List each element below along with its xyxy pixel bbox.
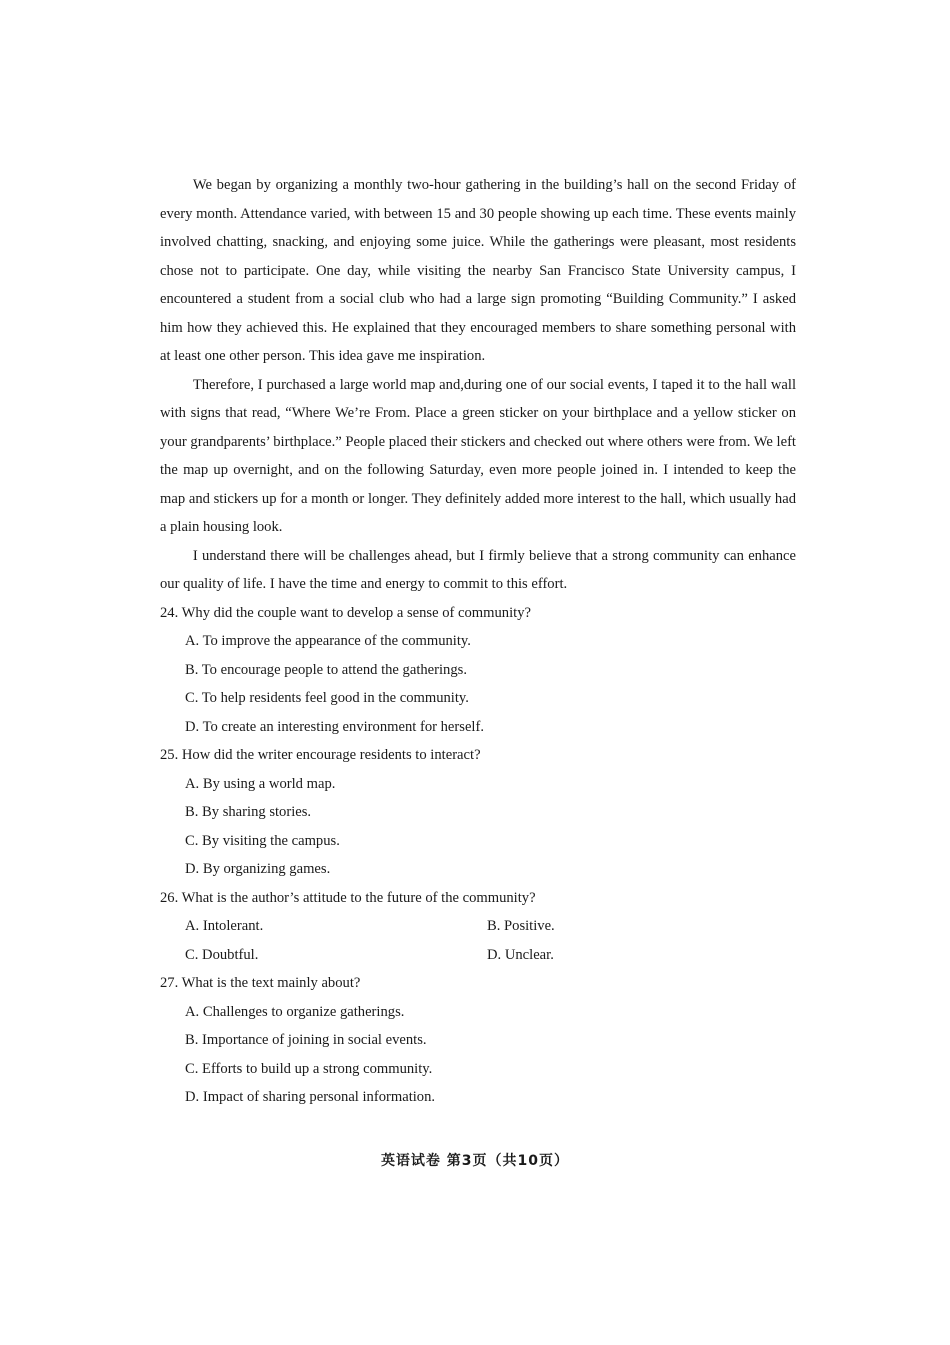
passage-paragraph: I understand there will be challenges ahead, but I firmly believe that a strong community can enhance our quality of life. I have the time and energy to commit to this effort. (160, 547, 796, 592)
question-stem: 27. What is the text mainly about? (160, 975, 361, 991)
question-24 (160, 599, 796, 742)
option-d: D. By organizing games. (185, 861, 331, 877)
option-list (160, 998, 796, 1112)
passage-paragraph: We began by organizing a monthly two-hour gathering in the building’s hall on the second Friday of every month. Attendance varied, with between 15 and 30 people showing up each time. These events mainly involved chatting, snacking, and enjoying some juice. While the gatherings were pleasant, most residents chose not to participate. One day, while visiting the nearby San Francisco State University campus, I encountered a student from a social club who had a large sign promoting “Building Community.” I asked him how they achieved this. He explained that they encouraged members to share something personal with at least one other person. This idea gave me inspiration. (160, 177, 796, 364)
page-footer: 英语试卷 第3页（共10页） (380, 1153, 570, 1169)
passage-paragraph: Therefore, I purchased a large world map and,during one of our social events, I taped it to the hall wall with signs that read, “Where We’re From. Place a green sticker on your birthplace and a yellow sticker on your grandparents’ birthplace.” People placed their stickers and checked out where others were from. We left the map up overnight, and on the following Saturday, even more people joined in. I intended to keep the map and stickers up for a month or longer. They definitely added more interest to the hall, which usually had a plain housing look. (160, 376, 796, 535)
exam-content (160, 171, 796, 1112)
option-c: C. Efforts to build up a strong community. (185, 1060, 433, 1077)
option-d: D. Unclear. (487, 946, 554, 963)
option-list (160, 627, 796, 741)
option-d: D. Impact of sharing personal information. (185, 1089, 436, 1105)
option-a: A. Intolerant. (185, 918, 264, 934)
option-b: B. Positive. (487, 918, 555, 934)
option-list (185, 912, 796, 969)
question-25 (160, 741, 796, 884)
option-c: C. By visiting the campus. (185, 832, 340, 849)
question-26 (160, 884, 796, 970)
option-b: B. To encourage people to attend the gatherings. (185, 661, 467, 678)
option-d: D. To create an interesting environment for herself. (185, 718, 484, 735)
option-b: B. By sharing stories. (185, 804, 312, 820)
option-a: A. To improve the appearance of the community. (185, 633, 471, 649)
option-c: C. Doubtful. (185, 946, 259, 963)
option-a: A. By using a world map. (185, 775, 336, 792)
question-stem: 25. How did the writer encourage residents to interact? (160, 747, 481, 763)
option-list (160, 770, 796, 884)
option-c: C. To help residents feel good in the community. (185, 690, 469, 706)
question-stem: 24. Why did the couple want to develop a sense of community? (160, 604, 531, 621)
question-stem: 26. What is the author’s attitude to the future of the community? (160, 889, 536, 906)
option-a: A. Challenges to organize gatherings. (185, 1003, 405, 1020)
option-b: B. Importance of joining in social events. (185, 1032, 427, 1048)
question-27 (160, 969, 796, 1112)
